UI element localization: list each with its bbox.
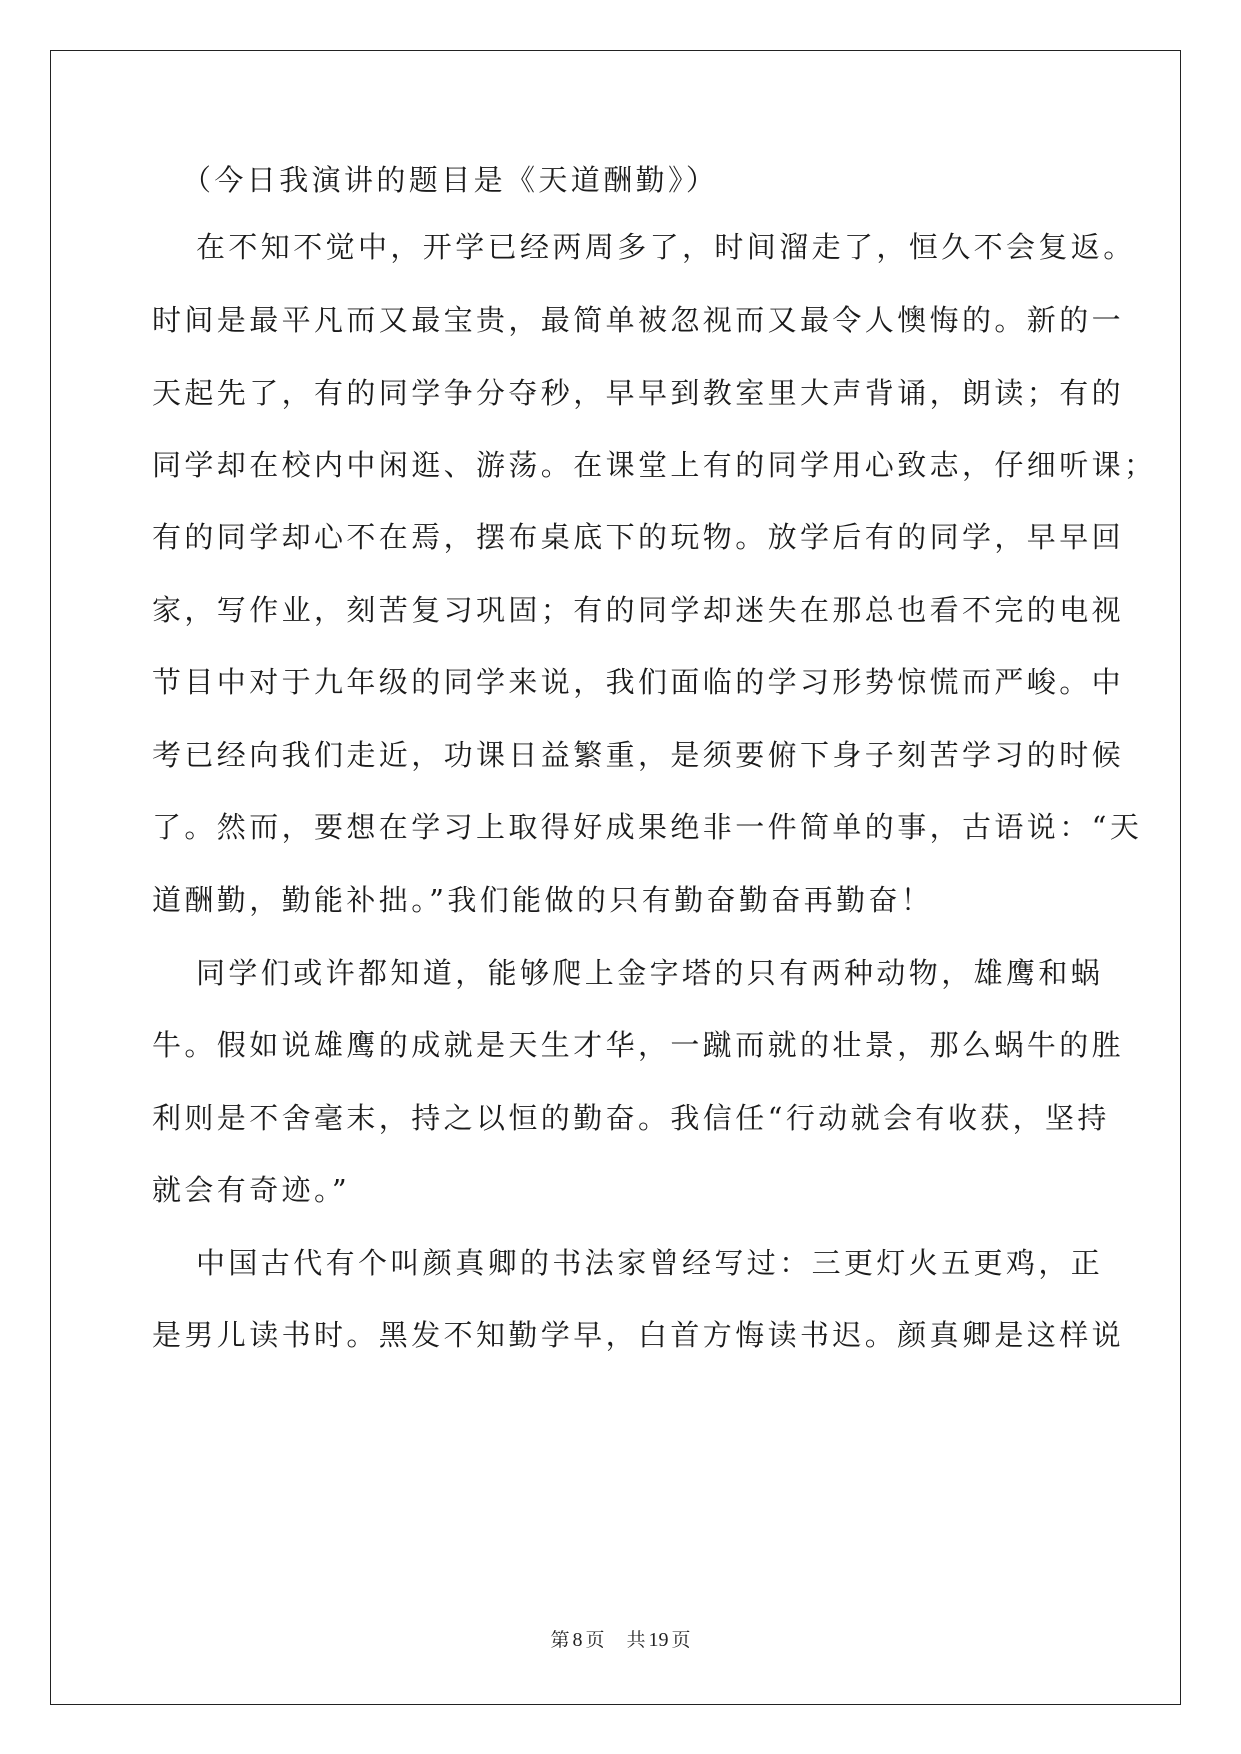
paragraph-1-line-5: 有的同学却心不在焉，摆布桌底下的玩物。放学后有的同学，早早回 bbox=[152, 520, 1125, 554]
paragraph-1-line-3: 天起先了，有的同学争分夺秒，早早到教室里大声背诵，朗读；有的 bbox=[152, 376, 1125, 410]
paragraph-3-line-1: 中国古代有个叫颜真卿的书法家曾经写过：三更灯火五更鸡，正 bbox=[196, 1246, 1104, 1280]
total-pages: 19 bbox=[648, 1629, 669, 1651]
paragraph-1-line-4: 同学却在校内中闲逛、游荡。在课堂上有的同学用心致志，仔细听课； bbox=[152, 448, 1157, 482]
page-border bbox=[50, 50, 1181, 1705]
paragraph-3-line-2: 是男儿读书时。黑发不知勤学早，白首方悔读书迟。颜真卿是这样说 bbox=[152, 1318, 1125, 1352]
page-footer bbox=[0, 1625, 1241, 1652]
paragraph-2-line-1: 同学们或许都知道，能够爬上金字塔的只有两种动物，雄鹰和蜗 bbox=[196, 956, 1104, 990]
paragraph-1-line-7: 节目中对于九年级的同学来说，我们面临的学习形势惊慌而严峻。中 bbox=[152, 665, 1125, 699]
total-suffix: 页 bbox=[671, 1629, 691, 1651]
speech-title-line: （今日我演讲的题目是《天道酬勤》） bbox=[182, 163, 719, 197]
paragraph-2-line-2: 牛。假如说雄鹰的成就是天生才华，一蹴而就的壮景，那么蜗牛的胜 bbox=[152, 1028, 1125, 1062]
page-number: 8 bbox=[572, 1629, 583, 1651]
paragraph-1-line-10: 道酬勤，勤能补拙。”我们能做的只有勤奋勤奋再勤奋！ bbox=[152, 883, 934, 917]
paragraph-1-line-6: 家，写作业，刻苦复习巩固；有的同学却迷失在那总也看不完的电视 bbox=[152, 593, 1125, 627]
page-prefix: 第 bbox=[550, 1629, 570, 1651]
paragraph-1-line-9: 了。然而，要想在学习上取得好成果绝非一件简单的事，古语说：“天 bbox=[152, 810, 1143, 844]
paragraph-2-line-4: 就会有奇迹。” bbox=[152, 1173, 351, 1207]
paragraph-1-line-1: 在不知不觉中，开学已经两周多了，时间溜走了，恒久不会复返。 bbox=[196, 230, 1136, 264]
paragraph-1-line-2: 时间是最平凡而又最宝贵，最简单被忽视而又最令人懊悔的。新的一 bbox=[152, 303, 1125, 337]
paragraph-2-line-3: 利则是不舍毫末，持之以恒的勤奋。我信任“行动就会有收获，坚持 bbox=[152, 1101, 1110, 1135]
total-prefix: 共 bbox=[626, 1629, 646, 1651]
paragraph-1-line-8: 考已经向我们走近，功课日益繁重，是须要俯下身子刻苦学习的时候 bbox=[152, 738, 1125, 772]
page-suffix: 页 bbox=[585, 1629, 605, 1651]
